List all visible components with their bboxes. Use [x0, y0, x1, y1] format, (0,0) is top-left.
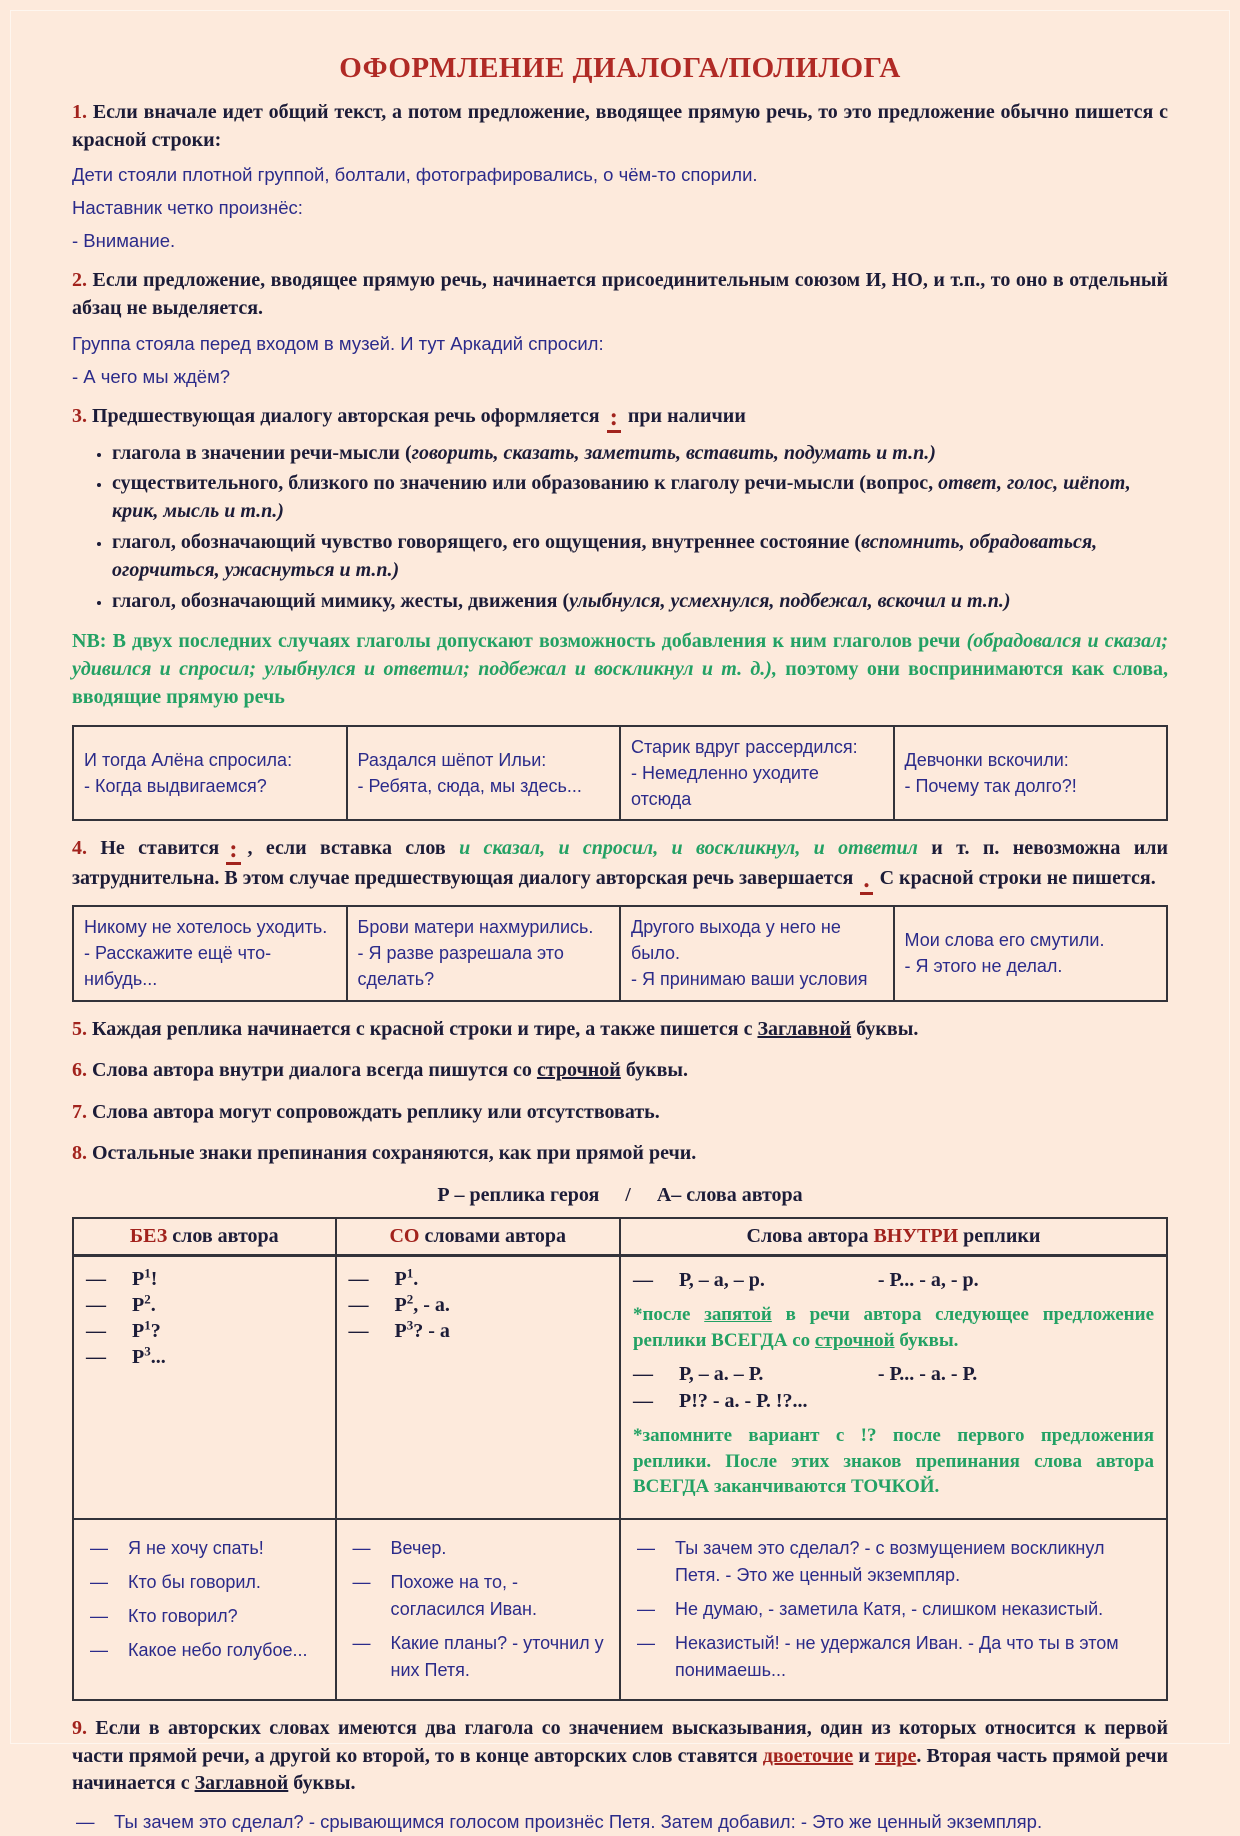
formula-text: Р!? - а. - Р. !?... — [678, 1390, 808, 1413]
dash-mark: — — [86, 1345, 106, 1368]
formula-right: - Р... - а. - Р. — [877, 1363, 978, 1386]
bullet-item — [112, 528, 1168, 585]
table-row — [73, 726, 1167, 820]
dash-mark: — — [636, 1599, 655, 1620]
table-cell — [73, 726, 347, 820]
bullet-text: глагола в значении речи-мысли ( — [112, 441, 412, 464]
header-rest: слов автора — [167, 1224, 279, 1247]
table-cell — [894, 906, 1168, 1000]
rule-6-underlined: строчной — [536, 1059, 621, 1082]
replica-line — [86, 1637, 323, 1664]
note-underlined: запятой — [704, 1303, 772, 1325]
bullet-text: существительного, близкого по значению или образованию к глаголу речи-мысли (вопрос, — [112, 472, 939, 494]
scheme-example-row — [73, 1519, 1167, 1700]
rule-4-text-4: С красной строки не пишется. — [879, 867, 1156, 890]
example-replica-line: - Я этого не делал. — [904, 956, 1063, 977]
rule-3-bullet-list — [72, 439, 1168, 615]
scheme-header-row — [73, 1218, 1167, 1256]
dash-mark: — — [352, 1633, 371, 1654]
page-title: ОФОРМЛЕНИЕ ДИАЛОГА/ПОЛИЛОГА — [339, 52, 901, 84]
bullet-item — [112, 587, 1168, 615]
example-replica-line: - Ребята, сюда, мы здесь... — [357, 776, 582, 797]
rule-1-number: 1. — [72, 101, 87, 123]
green-note-2: *запомните вариант с !? после первого предложения реплики. После этих знаков препинания слова автора ВСЕГДА заканчиваются ТОЧКОЙ. — [632, 1425, 1154, 1498]
dash-mark: — — [76, 1810, 95, 1832]
formula-left: Р, – а, – р. — [678, 1268, 765, 1291]
dash-mark: — — [86, 1319, 106, 1342]
formula-pair — [633, 1269, 1154, 1292]
rule-3-number: 3. — [72, 404, 87, 427]
scheme-table — [72, 1217, 1168, 1701]
formula-tail: ! — [150, 1267, 158, 1290]
formula-sup: 1 — [144, 1317, 151, 1333]
table-cell — [347, 726, 621, 820]
formula-tail: ... — [150, 1345, 166, 1368]
legend-separator: / — [625, 1183, 631, 1206]
example-cell-without-author — [73, 1519, 336, 1700]
header-accent: БЕЗ — [129, 1224, 168, 1247]
header-rest: словами автора — [419, 1224, 567, 1247]
rule-5-number: 5. — [72, 1017, 87, 1040]
formula-line — [86, 1317, 323, 1343]
rule-7 — [72, 1099, 1168, 1127]
replica-text: Кто бы говорил. — [128, 1572, 261, 1593]
rule-4-text-3: и т. п. невозможна или затруднительна. В этом случае предшествующая диалогу авторская речь завершается — [72, 837, 1169, 890]
rule-2-example-1: Группа стояла перед входом в музей. И тут Аркадий спросил: — [72, 332, 604, 354]
note-text: *после — [632, 1303, 705, 1325]
rule-3-text-post: при наличии — [627, 404, 746, 427]
example-replica-line: - Расскажите ещё что-нибудь... — [84, 943, 272, 990]
formula-cell-without-author — [73, 1255, 336, 1519]
examples-table-2 — [72, 905, 1168, 1001]
legend-line — [72, 1184, 1168, 1207]
formula-line — [86, 1343, 323, 1369]
table-cell — [347, 906, 621, 1000]
rule-2-text: Если предложение, вводящее прямую речь, начинается присоединительным союзом И, НО, и т.п., то оно в отдельный абзац не выделяется. — [72, 269, 1168, 319]
rule-2-example-2: - А чего мы ждём? — [72, 365, 231, 387]
red-colon-mark: : — [226, 840, 240, 865]
example-replica-line: - Почему так долго?! — [904, 776, 1077, 797]
replica-text: Кто говорил? — [128, 1606, 238, 1627]
rule-9-underlined: Заглавной — [194, 1772, 289, 1795]
note-underlined: строчной — [814, 1329, 895, 1351]
dash-mark: — — [90, 1538, 108, 1559]
replica-text: Вечер. — [390, 1538, 447, 1559]
rule-8-number: 8. — [72, 1142, 87, 1165]
dash-mark: — — [636, 1538, 655, 1559]
rule-6 — [72, 1057, 1168, 1085]
formula-p: Р — [132, 1267, 145, 1290]
formula-cell-inside-replica — [620, 1255, 1167, 1519]
formula-right: - Р... - а, - р. — [877, 1268, 979, 1291]
replica-line — [86, 1569, 323, 1596]
rule-6-text-pre: Слова автора внутри диалога всегда пишутся со — [92, 1059, 537, 1082]
scheme-header-with-author — [336, 1218, 620, 1256]
replica-line — [633, 1535, 1154, 1589]
table-cell — [620, 906, 894, 1000]
rule-9-colon-word: двоеточие — [762, 1744, 854, 1767]
note-text: в речи автора следующее предложение реплики ВСЕГДА со — [632, 1303, 1154, 1351]
header-pre: Слова автора — [746, 1224, 874, 1247]
legend-replica: Р – реплика героя — [437, 1183, 600, 1206]
example-author-line: И тогда Алёна спросила: — [84, 750, 293, 770]
formula-tail: . — [413, 1267, 419, 1290]
formula-line — [86, 1291, 323, 1317]
dash-mark: — — [632, 1390, 653, 1413]
example-replica-line: - Я разве разрешала это сделать? — [357, 943, 564, 990]
rule-1-example-3: - Внимание. — [72, 230, 176, 252]
replica-line — [86, 1603, 323, 1630]
rule-4-number: 4. — [72, 837, 87, 860]
rule-7-number: 7. — [72, 1100, 87, 1123]
formula-p: Р — [132, 1345, 145, 1368]
bullet-item — [112, 439, 1168, 467]
example-author-line: Девчонки вскочили: — [904, 750, 1069, 770]
rule-5-underlined: Заглавной — [757, 1017, 852, 1040]
rule-8 — [72, 1140, 1168, 1168]
example-author-line: Мои слова его смутили. — [904, 930, 1105, 951]
formula-pair — [633, 1363, 1154, 1386]
header-accent: СО — [389, 1224, 420, 1247]
example-cell-inside-replica — [620, 1519, 1167, 1700]
rule-5-text-pre: Каждая реплика начинается с красной строки и тире, а также пишется с — [92, 1017, 758, 1040]
replica-line — [86, 1535, 323, 1562]
example-author-line: Старик вдруг рассердился: — [631, 736, 858, 757]
replica-text: Не думаю, - заметила Катя, - слишком неказистый. — [674, 1599, 1104, 1620]
rule-9-text-2: и — [853, 1744, 875, 1767]
dash-mark: — — [636, 1633, 655, 1654]
rule-6-text-post: буквы. — [620, 1059, 689, 1082]
formula-sup: 3 — [144, 1343, 151, 1359]
table-cell — [620, 726, 894, 820]
formula-p: Р — [394, 1293, 407, 1316]
bullet-text: глагол, обозначающий мимику, жесты, движения ( — [112, 589, 570, 612]
formula-p: Р — [132, 1293, 145, 1316]
formula-tail: , - а. — [413, 1293, 450, 1316]
rule-2 — [72, 267, 1168, 322]
rule-9-example-text: Ты зачем это сделал? - срывающимся голосом произнёс Петя. Затем добавил: - Это же ценный экземпляр. — [114, 1810, 1043, 1832]
formula-sup: 3 — [406, 1317, 414, 1333]
formula-p: Р — [132, 1319, 145, 1342]
replica-text: Какое небо голубое... — [128, 1640, 308, 1661]
scheme-formula-row — [73, 1255, 1167, 1519]
formula-tail: ? — [150, 1319, 161, 1342]
bullet-italic: ответ, голос, шёпот, крик, мысль и т.п.) — [112, 472, 1131, 523]
bullet-italic: вспомнить, обрадоваться, огорчиться, ужаснуться и т.п.) — [112, 530, 1098, 582]
scheme-header-inside-replica — [620, 1218, 1167, 1256]
formula-tail: ? - а — [413, 1319, 450, 1342]
dash-mark: — — [348, 1293, 369, 1316]
header-rest: реплики — [958, 1224, 1041, 1247]
rule-9-example — [72, 1808, 1168, 1836]
rule-8-text: Остальные знаки препинания сохраняются, как при прямой речи. — [92, 1142, 697, 1165]
dash-mark: — — [632, 1268, 653, 1291]
rule-1-text: Если вначале идет общий текст, а потом предложение, вводящее прямую речь, то это предложение обычно пишется с красной строки: — [72, 101, 1169, 151]
dash-mark: — — [90, 1572, 108, 1593]
red-colon-mark: : — [607, 408, 621, 433]
rule-4-text-2: , если вставка слов — [247, 837, 460, 860]
replica-text: Похоже на то, - согласился Иван. — [390, 1572, 537, 1620]
formula-sup: 2 — [144, 1291, 151, 1307]
dash-mark: — — [90, 1606, 108, 1627]
rule-4-text-1: Не ставится — [100, 837, 220, 860]
rule-9-text-4: буквы. — [288, 1772, 356, 1795]
table-row — [73, 906, 1167, 1000]
dash-mark: — — [86, 1293, 106, 1316]
rule-9-number: 9. — [72, 1717, 87, 1740]
scheme-header-without-author — [73, 1218, 336, 1256]
rule-1-example-2: Наставник четко произнёс: — [72, 197, 303, 219]
example-author-line: Никому не хотелось уходить. — [84, 917, 328, 938]
formula-p: Р — [394, 1267, 407, 1290]
example-author-line: Брови матери нахмурились. — [357, 917, 594, 938]
formula-p: Р — [394, 1319, 407, 1342]
replica-line — [349, 1535, 607, 1562]
rule-5-text-post: буквы. — [851, 1017, 919, 1040]
example-author-line: Раздался шёпот Ильи: — [357, 750, 547, 770]
formula-line — [348, 1317, 607, 1343]
replica-line — [633, 1630, 1154, 1684]
rule-5 — [72, 1016, 1168, 1044]
formula-line — [348, 1265, 607, 1291]
replica-line — [349, 1630, 607, 1684]
rule-4 — [72, 835, 1168, 895]
rule-1-example-1: Дети стояли плотной группой, болтали, фотографировались, о чём-то спорили. — [72, 164, 758, 186]
examples-table-1 — [72, 725, 1168, 821]
example-cell-with-author — [336, 1519, 620, 1700]
dash-mark: — — [352, 1572, 371, 1593]
formula-sup: 2 — [406, 1291, 414, 1307]
example-replica-line: - Немедленно уходите отсюда — [631, 763, 819, 810]
nb-text-pre: NB: В двух последних случаях глаголы допускают возможность добавления к ним глаголов речи — [72, 629, 967, 652]
example-replica-line: - Я принимаю ваши условия — [631, 969, 868, 990]
rule-3 — [72, 403, 1168, 433]
replica-line — [633, 1596, 1154, 1623]
formula-cell-with-author — [336, 1255, 620, 1519]
formula-sup: 1 — [406, 1265, 414, 1281]
formula-line — [86, 1265, 323, 1291]
nb-text-post: поэтому они воспринимаются как слова, вводящие прямую речь — [72, 657, 1168, 708]
rule-3-text-pre: Предшествующая диалогу авторская речь оформляется — [92, 404, 600, 427]
formula-line — [633, 1390, 1154, 1413]
rule-6-number: 6. — [72, 1059, 87, 1082]
example-replica-line: - Когда выдвигаемся? — [84, 776, 267, 797]
bullet-italic: улыбнулся, усмехнулся, подбежал, вскочил и т.п.) — [569, 589, 1011, 612]
dash-mark: — — [90, 1640, 108, 1661]
replica-text: Неказистый! - не удержался Иван. - Да что ты в этом понимаешь... — [674, 1633, 1119, 1681]
bullet-item — [112, 469, 1168, 526]
dash-mark: — — [352, 1538, 371, 1559]
table-cell — [894, 726, 1168, 820]
replica-text: Я не хочу спать! — [128, 1538, 264, 1559]
rule-1 — [72, 99, 1168, 154]
rule-2-number: 2. — [72, 269, 87, 292]
dash-mark: — — [86, 1267, 106, 1290]
nb-note — [72, 627, 1168, 711]
formula-sup: 1 — [144, 1265, 151, 1281]
legend-author: А– слова автора — [656, 1183, 803, 1206]
table-cell — [73, 906, 347, 1000]
rule-4-green-verbs: и сказал, и спросил, и воскликнул, и ответил — [459, 837, 918, 860]
dash-mark: — — [632, 1363, 653, 1386]
rule-9-dash-word: тире — [875, 1744, 917, 1767]
note-text: буквы. — [894, 1329, 959, 1351]
replica-line — [349, 1569, 607, 1623]
rule-9-text-1: Если в авторских словах имеются два глагола со значением высказывания, один из которых относится к первой части прямой речи, а другой ко второй, то в конце авторских слов ставятся — [72, 1717, 1169, 1767]
formula-left: Р, – а. – Р. — [678, 1363, 764, 1386]
formula-tail: . — [150, 1293, 156, 1316]
nb-italic: (обрадовался и сказал; удивился и спросил; улыбнулся и ответил; подбежал и воскликнул и т. д.), — [72, 629, 1168, 680]
green-note-1 — [633, 1302, 1154, 1353]
header-accent: ВНУТРИ — [873, 1224, 959, 1247]
bullet-text: глагол, обозначающий чувство говорящего, его ощущения, внутреннее состояние ( — [112, 530, 862, 553]
replica-text: Какие планы? - уточнил у них Петя. — [390, 1633, 604, 1681]
replica-text: Ты зачем это сделал? - с возмущением воскликнул Петя. - Это же ценный экземпляр. — [674, 1538, 1105, 1586]
dash-mark: — — [348, 1319, 369, 1342]
red-period-mark: . — [860, 870, 872, 895]
rule-9-text-3: . Вторая часть прямой речи начинается с — [72, 1744, 1168, 1795]
rule-7-text: Слова автора могут сопровождать реплику или отсутствовать. — [92, 1100, 660, 1123]
formula-line — [348, 1291, 607, 1317]
example-author-line: Другого выхода у него не было. — [631, 917, 841, 964]
dash-mark: — — [348, 1267, 369, 1290]
rule-9 — [72, 1715, 1168, 1798]
bullet-italic: говорить, сказать, заметить, вставить, подумать и т.п.) — [411, 441, 936, 464]
